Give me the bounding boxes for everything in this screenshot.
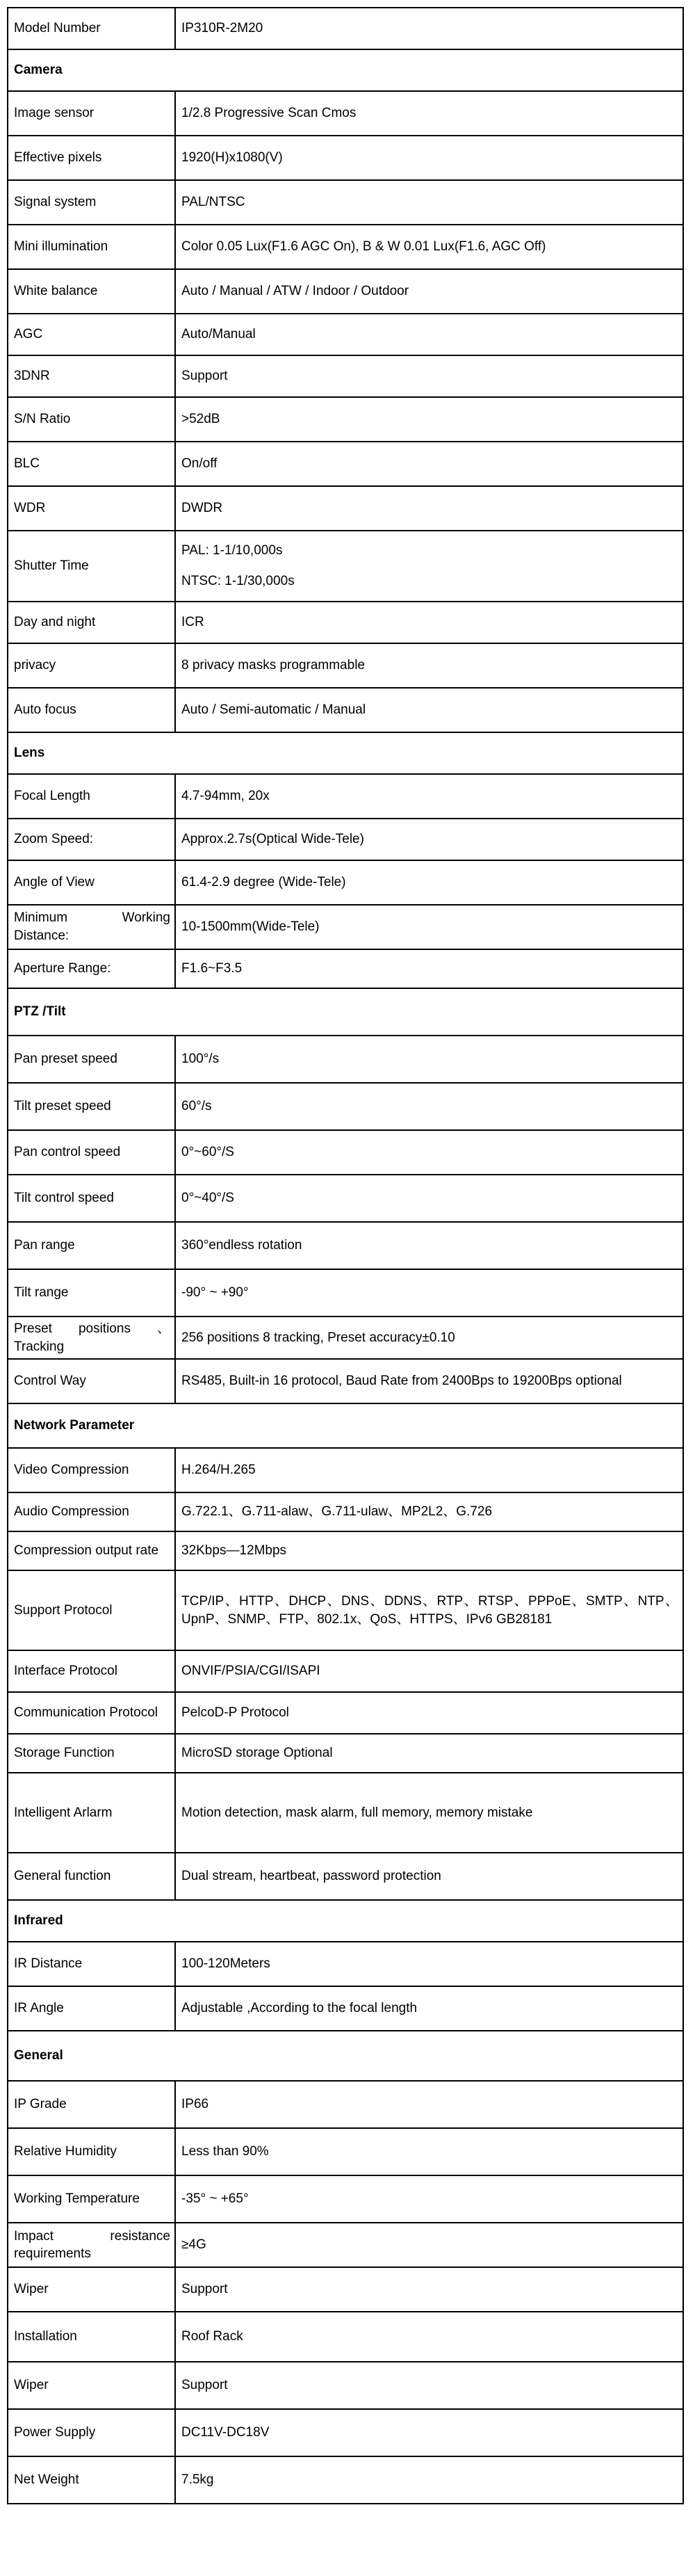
spec-label: Angle of View bbox=[8, 860, 175, 905]
spec-value-line: NTSC: 1-1/30,000s bbox=[181, 574, 295, 588]
spec-value-line: -35° ~ +65° bbox=[181, 2191, 249, 2207]
section-heading: Camera bbox=[8, 49, 683, 91]
section-heading: General bbox=[8, 2031, 683, 2081]
spec-value bbox=[175, 2312, 683, 2362]
spec-value-line: H.264/H.265 bbox=[181, 1463, 256, 1478]
spec-row bbox=[8, 314, 683, 355]
spec-label: Model Number bbox=[8, 8, 175, 49]
spec-label: Video Compression bbox=[8, 1448, 175, 1492]
spec-value bbox=[175, 2267, 683, 2312]
spec-value-line: 256 positions 8 tracking, Preset accuracy±0.10 bbox=[181, 1330, 455, 1345]
spec-row bbox=[8, 860, 683, 905]
spec-value bbox=[175, 949, 683, 988]
spec-value bbox=[175, 1650, 683, 1692]
spec-value bbox=[175, 1942, 683, 1986]
spec-label: White balance bbox=[8, 269, 175, 314]
spec-value-line: 8 privacy masks programmable bbox=[181, 658, 365, 673]
spec-value-line: DWDR bbox=[181, 501, 223, 516]
spec-value bbox=[175, 774, 683, 819]
spec-row bbox=[8, 1269, 683, 1317]
spec-label: Control Way bbox=[8, 1359, 175, 1403]
spec-value-line: 1/2.8 Progressive Scan Cmos bbox=[181, 106, 357, 121]
spec-value bbox=[175, 860, 683, 905]
spec-label: Preset positions 、Tracking bbox=[8, 1317, 175, 1359]
spec-row bbox=[8, 355, 683, 397]
spec-row bbox=[8, 1853, 683, 1900]
section-row bbox=[8, 732, 683, 774]
spec-label: Power Supply bbox=[8, 2409, 175, 2456]
spec-value-line: ONVIF/PSIA/CGI/ISAPI bbox=[181, 1664, 320, 1679]
spec-row bbox=[8, 1650, 683, 1692]
spec-row bbox=[8, 91, 683, 136]
spec-value-line: ICR bbox=[181, 615, 204, 630]
spec-label: Wiper bbox=[8, 2267, 175, 2312]
spec-label: Installation bbox=[8, 2312, 175, 2362]
spec-value bbox=[175, 1692, 683, 1734]
spec-value bbox=[175, 2128, 683, 2175]
spec-row bbox=[8, 1448, 683, 1492]
spec-value-line: Auto / Semi-automatic / Manual bbox=[181, 702, 366, 718]
spec-label: Pan preset speed bbox=[8, 1036, 175, 1083]
spec-row bbox=[8, 1773, 683, 1853]
spec-value-line: -90° ~ +90° bbox=[181, 1285, 249, 1301]
spec-value-line: F1.6~F3.5 bbox=[181, 961, 243, 976]
spec-row bbox=[8, 225, 683, 269]
spec-label: Image sensor bbox=[8, 91, 175, 136]
spec-value-line: >52dB bbox=[181, 412, 220, 427]
spec-value bbox=[175, 1853, 683, 1900]
spec-value-line: DC11V-DC18V bbox=[181, 2425, 270, 2440]
spec-row bbox=[8, 2312, 683, 2362]
spec-value bbox=[175, 688, 683, 732]
spec-value bbox=[175, 314, 683, 355]
spec-value-line: MicroSD storage Optional bbox=[181, 1746, 333, 1761]
spec-table bbox=[7, 7, 684, 2504]
spec-row bbox=[8, 442, 683, 486]
spec-row bbox=[8, 1130, 683, 1175]
spec-row bbox=[8, 688, 683, 732]
spec-label: Support Protocol bbox=[8, 1570, 175, 1650]
spec-label: 3DNR bbox=[8, 355, 175, 397]
spec-value-line: Support bbox=[181, 2282, 228, 2297]
spec-value bbox=[175, 2456, 683, 2504]
spec-row bbox=[8, 1083, 683, 1130]
spec-label: Focal Length bbox=[8, 774, 175, 819]
spec-value bbox=[175, 2175, 683, 2223]
spec-label: Day and night bbox=[8, 602, 175, 643]
spec-value bbox=[175, 1130, 683, 1175]
spec-value bbox=[175, 1531, 683, 1570]
spec-row bbox=[8, 1986, 683, 2031]
spec-row bbox=[8, 2081, 683, 2128]
spec-value bbox=[175, 1359, 683, 1403]
spec-row bbox=[8, 949, 683, 988]
spec-label: S/N Ratio bbox=[8, 397, 175, 442]
spec-value bbox=[175, 1317, 683, 1359]
spec-label: Interface Protocol bbox=[8, 1650, 175, 1692]
spec-row bbox=[8, 1036, 683, 1083]
section-row bbox=[8, 1403, 683, 1448]
spec-value-line: 61.4-2.9 degree (Wide-Tele) bbox=[181, 875, 346, 890]
spec-label: Shutter Time bbox=[8, 531, 175, 602]
spec-row bbox=[8, 1317, 683, 1359]
spec-row bbox=[8, 2128, 683, 2175]
spec-value-line: 100°/s bbox=[181, 1052, 220, 1067]
section-row bbox=[8, 988, 683, 1036]
spec-row bbox=[8, 486, 683, 531]
spec-row bbox=[8, 397, 683, 442]
spec-row bbox=[8, 2267, 683, 2312]
spec-value bbox=[175, 486, 683, 531]
spec-value bbox=[175, 136, 683, 180]
spec-value bbox=[175, 2081, 683, 2128]
spec-label: Intelligent Arlarm bbox=[8, 1773, 175, 1853]
spec-value bbox=[175, 2223, 683, 2267]
spec-label: Impact resistance requirements bbox=[8, 2223, 175, 2267]
spec-value-line: 10-1500mm(Wide-Tele) bbox=[181, 919, 320, 935]
spec-value bbox=[175, 2362, 683, 2409]
spec-value-line: ≥4G bbox=[181, 2237, 206, 2253]
spec-value-line: IP66 bbox=[181, 2097, 209, 2112]
spec-table-body bbox=[8, 8, 683, 2504]
spec-value bbox=[175, 355, 683, 397]
spec-value bbox=[175, 269, 683, 314]
spec-label: IP Grade bbox=[8, 2081, 175, 2128]
spec-row bbox=[8, 1492, 683, 1531]
spec-value bbox=[175, 531, 683, 602]
spec-value bbox=[175, 180, 683, 225]
spec-label: Net Weight bbox=[8, 2456, 175, 2504]
spec-label: AGC bbox=[8, 314, 175, 355]
spec-value-line: Less than 90% bbox=[181, 2144, 269, 2159]
spec-value bbox=[175, 1175, 683, 1222]
spec-value bbox=[175, 1448, 683, 1492]
spec-label: Signal system bbox=[8, 180, 175, 225]
spec-row bbox=[8, 2362, 683, 2409]
spec-value-line: G.722.1、G.711-alaw、G.711-ulaw、MP2L2、G.726 bbox=[181, 1504, 493, 1520]
spec-value-line: 0°~40°/S bbox=[181, 1191, 234, 1206]
spec-row bbox=[8, 531, 683, 602]
spec-row bbox=[8, 643, 683, 688]
spec-value-line: PAL/NTSC bbox=[181, 195, 245, 210]
spec-value-line: Dual stream, heartbeat, password protection bbox=[181, 1869, 441, 1884]
spec-value bbox=[175, 1492, 683, 1531]
spec-value-line: Adjustable ,According to the focal length bbox=[181, 2001, 418, 2016]
spec-value-line: 1920(H)x1080(V) bbox=[181, 150, 283, 166]
spec-label: Minimum Working Distance: bbox=[8, 905, 175, 949]
spec-row bbox=[8, 1531, 683, 1570]
spec-row bbox=[8, 180, 683, 225]
spec-value-line: 0°~60°/S bbox=[181, 1145, 234, 1160]
spec-label: Tilt range bbox=[8, 1269, 175, 1317]
spec-label: Mini illumination bbox=[8, 225, 175, 269]
section-heading: Lens bbox=[8, 732, 683, 774]
spec-value bbox=[175, 1734, 683, 1773]
spec-row bbox=[8, 2175, 683, 2223]
spec-row bbox=[8, 1359, 683, 1403]
section-row bbox=[8, 49, 683, 91]
spec-value bbox=[175, 602, 683, 643]
spec-label: Relative Humidity bbox=[8, 2128, 175, 2175]
spec-row bbox=[8, 1734, 683, 1773]
spec-row bbox=[8, 819, 683, 860]
spec-row bbox=[8, 774, 683, 819]
spec-label: BLC bbox=[8, 442, 175, 486]
spec-value-line: Support bbox=[181, 2378, 228, 2393]
spec-row bbox=[8, 136, 683, 180]
spec-row bbox=[8, 602, 683, 643]
spec-label: General function bbox=[8, 1853, 175, 1900]
spec-value-line: Support bbox=[181, 369, 228, 384]
spec-value-line: IP310R-2M20 bbox=[181, 21, 263, 36]
section-heading: Network Parameter bbox=[8, 1403, 683, 1448]
spec-value bbox=[175, 1222, 683, 1269]
spec-value bbox=[175, 91, 683, 136]
spec-label: IR Angle bbox=[8, 1986, 175, 2031]
section-heading: Infrared bbox=[8, 1900, 683, 1942]
spec-value-line: On/off bbox=[181, 456, 218, 472]
spec-label: Working Temperature bbox=[8, 2175, 175, 2223]
spec-label: Pan range bbox=[8, 1222, 175, 1269]
spec-label: Zoom Speed: bbox=[8, 819, 175, 860]
spec-value-line: 60°/s bbox=[181, 1099, 212, 1114]
spec-value-line: RS485, Built-in 16 protocol, Baud Rate from 2400Bps to 19200Bps optional bbox=[181, 1374, 622, 1389]
spec-value bbox=[175, 397, 683, 442]
spec-value-line: TCP/IP、HTTP、DHCP、DNS、DDNS、RTP、RTSP、PPPoE、SMTP、NTP、UpnP、SNMP、FTP、802.1x、QoS、HTTPS、IPv6 GB28181 bbox=[181, 1594, 678, 1627]
spec-value-line: Auto/Manual bbox=[181, 327, 256, 342]
spec-value-line: Auto / Manual / ATW / Indoor / Outdoor bbox=[181, 284, 409, 299]
spec-value bbox=[175, 905, 683, 949]
spec-value bbox=[175, 8, 683, 49]
spec-label: Compression output rate bbox=[8, 1531, 175, 1570]
section-row bbox=[8, 2031, 683, 2081]
spec-value-line: Motion detection, mask alarm, full memory, memory mistake bbox=[181, 1805, 533, 1820]
section-heading: PTZ /Tilt bbox=[8, 988, 683, 1036]
spec-value bbox=[175, 1083, 683, 1130]
spec-label: Tilt control speed bbox=[8, 1175, 175, 1222]
spec-value bbox=[175, 643, 683, 688]
spec-value-line: Approx.2.7s(Optical Wide-Tele) bbox=[181, 832, 364, 847]
spec-label: Audio Compression bbox=[8, 1492, 175, 1531]
spec-label: Tilt preset speed bbox=[8, 1083, 175, 1130]
spec-value bbox=[175, 1773, 683, 1853]
section-row bbox=[8, 1900, 683, 1942]
spec-value bbox=[175, 1036, 683, 1083]
spec-value-line: 360°endless rotation bbox=[181, 1238, 302, 1253]
spec-value-line: 4.7-94mm, 20x bbox=[181, 789, 270, 804]
spec-row bbox=[8, 2409, 683, 2456]
spec-label: Wiper bbox=[8, 2362, 175, 2409]
spec-label: Communication Protocol bbox=[8, 1692, 175, 1734]
spec-value-line: 7.5kg bbox=[181, 2472, 214, 2488]
spec-row bbox=[8, 8, 683, 49]
spec-value-line: Roof Rack bbox=[181, 2329, 243, 2344]
spec-label: Storage Function bbox=[8, 1734, 175, 1773]
spec-value-line: PelcoD-P Protocol bbox=[181, 1705, 289, 1721]
spec-row bbox=[8, 1175, 683, 1222]
spec-label: Effective pixels bbox=[8, 136, 175, 180]
spec-value bbox=[175, 1986, 683, 2031]
spec-value-line: PAL: 1-1/10,000s bbox=[181, 543, 283, 558]
spec-row bbox=[8, 2223, 683, 2267]
spec-label: WDR bbox=[8, 486, 175, 531]
spec-value-line: 100-120Meters bbox=[181, 1956, 270, 1972]
spec-value bbox=[175, 1269, 683, 1317]
spec-row bbox=[8, 1570, 683, 1650]
spec-label: privacy bbox=[8, 643, 175, 688]
spec-label: Auto focus bbox=[8, 688, 175, 732]
spec-value bbox=[175, 2409, 683, 2456]
spec-value bbox=[175, 225, 683, 269]
spec-value-line: Color 0.05 Lux(F1.6 AGC On), B & W 0.01 Lux(F1.6, AGC Off) bbox=[181, 239, 546, 255]
spec-value-line: 32Kbps—12Mbps bbox=[181, 1543, 287, 1559]
spec-row bbox=[8, 905, 683, 949]
spec-value bbox=[175, 1570, 683, 1650]
spec-value bbox=[175, 819, 683, 860]
spec-label: IR Distance bbox=[8, 1942, 175, 1986]
spec-row bbox=[8, 269, 683, 314]
spec-label: Pan control speed bbox=[8, 1130, 175, 1175]
spec-row bbox=[8, 1692, 683, 1734]
spec-row bbox=[8, 1942, 683, 1986]
spec-sheet bbox=[7, 7, 682, 2504]
spec-value bbox=[175, 442, 683, 486]
spec-label: Aperture Range: bbox=[8, 949, 175, 988]
spec-row bbox=[8, 1222, 683, 1269]
spec-row bbox=[8, 2456, 683, 2504]
